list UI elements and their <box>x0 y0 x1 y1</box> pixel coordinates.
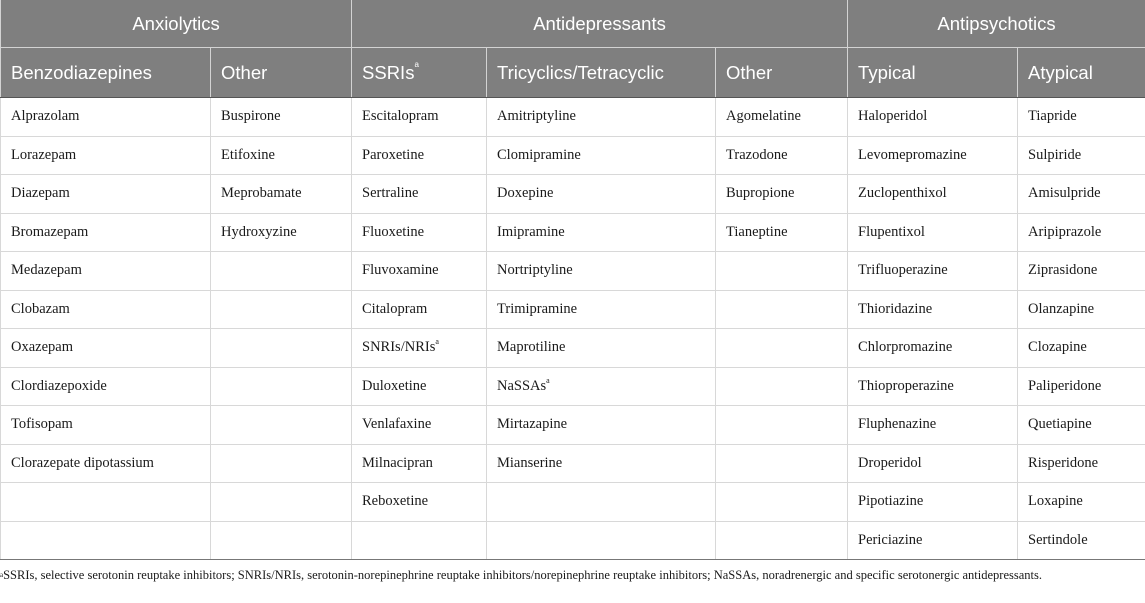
table-row <box>1 329 1145 368</box>
cell-text: Escitalopram <box>362 108 439 125</box>
subheader-cell <box>848 48 1018 98</box>
table-cell <box>716 367 848 406</box>
cell-footnote-marker: a <box>435 337 439 347</box>
table-cell <box>487 521 716 560</box>
cell-text: Sertraline <box>362 185 419 202</box>
cell-text: Quetiapine <box>1028 416 1092 433</box>
table-cell <box>487 367 716 406</box>
cell-text: Periciazine <box>858 531 923 548</box>
cell-text: Mianserine <box>497 454 563 471</box>
cell-text: Bupropione <box>726 185 795 202</box>
table-cell <box>1 367 211 406</box>
table-cell <box>716 406 848 445</box>
cell-text: Mirtazapine <box>497 416 568 433</box>
cell-text: Levomepromazine <box>858 146 967 163</box>
cell-text: Duloxetine <box>362 377 427 394</box>
cell-text: Doxepine <box>497 185 554 202</box>
table-cell <box>352 483 487 522</box>
table-cell <box>1 483 211 522</box>
cell-text: Thioridazine <box>858 300 933 317</box>
cell-text: Ziprasidone <box>1028 262 1098 279</box>
cell-text: Trazodone <box>726 146 788 163</box>
cell-text: Amisulpride <box>1028 185 1101 202</box>
table-cell <box>716 175 848 214</box>
table-cell <box>848 175 1018 214</box>
cell-text: Sertindole <box>1028 531 1088 548</box>
table-row <box>1 521 1145 560</box>
table-cell <box>211 290 352 329</box>
cell-text: Venlafaxine <box>362 416 432 433</box>
table-cell <box>211 521 352 560</box>
table-row <box>1 136 1145 175</box>
table-cell <box>716 98 848 137</box>
table-cell <box>352 213 487 252</box>
table-cell <box>716 136 848 175</box>
cell-text: Fluoxetine <box>362 223 425 240</box>
table-cell <box>716 483 848 522</box>
table-cell <box>487 98 716 137</box>
cell-text: Tianeptine <box>726 223 788 240</box>
cell-text: Haloperidol <box>858 108 928 125</box>
subheader-label: Other <box>726 61 773 83</box>
table-cell <box>211 98 352 137</box>
table-cell <box>848 136 1018 175</box>
subheader-cell <box>1018 48 1145 98</box>
table-cell <box>352 252 487 291</box>
table-cell <box>1 329 211 368</box>
table-cell <box>716 213 848 252</box>
table-cell <box>1018 483 1145 522</box>
table-row <box>1 367 1145 406</box>
table-cell <box>352 290 487 329</box>
table-cell <box>352 329 487 368</box>
cell-text: Fluvoxamine <box>362 262 439 279</box>
subheader-label: Typical <box>858 61 916 83</box>
cell-text: Zuclopenthixol <box>858 185 947 202</box>
cell-text: Alprazolam <box>11 108 80 125</box>
cell-text: SNRIs/NRIs <box>362 339 436 356</box>
table-cell <box>1018 175 1145 214</box>
table-cell <box>487 444 716 483</box>
table-cell <box>1018 329 1145 368</box>
table-cell <box>211 329 352 368</box>
table-cell <box>848 483 1018 522</box>
table-cell <box>487 483 716 522</box>
cell-footnote-marker: a <box>546 375 550 385</box>
table-cell <box>1018 444 1145 483</box>
table-cell <box>211 444 352 483</box>
cell-text: NaSSAs <box>497 377 547 394</box>
table-cell <box>716 290 848 329</box>
cell-text: Droperidol <box>858 454 922 471</box>
table-cell <box>848 329 1018 368</box>
table-cell <box>211 213 352 252</box>
table-cell <box>1 444 211 483</box>
table-cell <box>1018 98 1145 137</box>
table-cell <box>352 367 487 406</box>
table-row <box>1 406 1145 445</box>
table-cell <box>1 406 211 445</box>
table-cell <box>352 444 487 483</box>
cell-text: Clorazepate dipotassium <box>11 454 154 471</box>
subheader-label: Tricyclics/Tetracyclic <box>497 61 664 83</box>
table-row <box>1 290 1145 329</box>
cell-text: Aripiprazole <box>1028 223 1102 240</box>
table-cell <box>1018 252 1145 291</box>
table-cell <box>848 367 1018 406</box>
cell-text: Nortriptyline <box>497 262 573 279</box>
subheader-cell <box>487 48 716 98</box>
table-cell <box>848 521 1018 560</box>
table-cell <box>487 406 716 445</box>
cell-text: Trifluoperazine <box>858 262 948 279</box>
table-cell <box>352 175 487 214</box>
cell-text: Lorazepam <box>11 146 77 163</box>
table-row <box>1 252 1145 291</box>
subheader-label: Benzodiazepines <box>11 61 152 83</box>
table-cell <box>1018 213 1145 252</box>
subheader-label: Atypical <box>1028 61 1093 83</box>
cell-text: Meprobamate <box>221 185 302 202</box>
cell-text: Tiapride <box>1028 108 1077 125</box>
table-cell <box>352 521 487 560</box>
cell-text: Paroxetine <box>362 146 425 163</box>
table-cell <box>1 521 211 560</box>
table-cell <box>487 329 716 368</box>
footnote-text: SSRIs, selective serotonin reuptake inhibitors; SNRIs/NRIs, serotonin-norepinephrine reuptake inhibitors/norepinephrine reuptake inhibitors; NaSSAs, noradrenergic and specific serotonergic antidepressants. <box>3 568 1042 582</box>
subheader-cell <box>352 48 487 98</box>
table-cell <box>716 329 848 368</box>
table-cell <box>1 98 211 137</box>
cell-text: Thioproperazine <box>858 377 954 394</box>
cell-text: Tofisopam <box>11 416 73 433</box>
cell-text: Trimipramine <box>497 300 578 317</box>
table-cell <box>487 136 716 175</box>
table-cell <box>848 252 1018 291</box>
cell-text: Paliperidone <box>1028 377 1102 394</box>
table-cell <box>1 252 211 291</box>
table-cell <box>211 136 352 175</box>
cell-text: Reboxetine <box>362 493 429 510</box>
cell-text: Clordiazepoxide <box>11 377 107 394</box>
cell-text: Milnacipran <box>362 454 433 471</box>
cell-text: Sulpiride <box>1028 146 1082 163</box>
table-cell <box>211 252 352 291</box>
cell-text: Diazepam <box>11 185 70 202</box>
cell-text: Bromazepam <box>11 223 89 240</box>
cell-text: Clozapine <box>1028 339 1087 356</box>
table-cell <box>848 444 1018 483</box>
table-cell <box>716 521 848 560</box>
cell-text: Hydroxyzine <box>221 223 297 240</box>
table-cell <box>848 406 1018 445</box>
table-row <box>1 213 1145 252</box>
table-cell <box>211 175 352 214</box>
table-body <box>1 98 1145 560</box>
subheader-label: Other <box>221 61 268 83</box>
table-cell <box>1018 521 1145 560</box>
table-cell <box>1 213 211 252</box>
group-header-anxiolytics: Anxiolytics <box>1 0 352 48</box>
cell-text: Pipotiazine <box>858 493 924 510</box>
table-cell <box>1018 367 1145 406</box>
cell-text: Loxapine <box>1028 493 1083 510</box>
table-row <box>1 444 1145 483</box>
table-cell <box>848 98 1018 137</box>
table-cell <box>1 290 211 329</box>
table-cell <box>716 252 848 291</box>
cell-text: Amitriptyline <box>497 108 576 125</box>
cell-text: Imipramine <box>497 223 565 240</box>
cell-text: Clomipramine <box>497 146 581 163</box>
cell-text: Olanzapine <box>1028 300 1095 317</box>
subheader-cell <box>211 48 352 98</box>
table-cell <box>352 136 487 175</box>
footnote-marker: a <box>0 571 4 579</box>
cell-text: Agomelatine <box>726 108 801 125</box>
table-row <box>1 175 1145 214</box>
table-cell <box>211 367 352 406</box>
group-header-row <box>1 0 1145 48</box>
table-cell <box>352 406 487 445</box>
cell-text: Flupentixol <box>858 223 925 240</box>
table-cell <box>1 136 211 175</box>
table-cell <box>211 406 352 445</box>
table-cell <box>1018 136 1145 175</box>
cell-text: Maprotiline <box>497 339 566 356</box>
table-row <box>1 98 1145 137</box>
table-cell <box>487 213 716 252</box>
cell-text: Etifoxine <box>221 146 275 163</box>
table-cell <box>211 483 352 522</box>
cell-text: Citalopram <box>362 300 428 317</box>
table-footnote <box>0 566 1140 584</box>
subheader-cell <box>716 48 848 98</box>
subheader-cell <box>1 48 211 98</box>
table-cell <box>1 175 211 214</box>
table-cell <box>848 290 1018 329</box>
cell-text: Chlorpromazine <box>858 339 953 356</box>
cell-text: Oxazepam <box>11 339 73 356</box>
group-header-antidepressants: Antidepressants <box>352 0 848 48</box>
table-cell <box>487 252 716 291</box>
cell-text: Risperidone <box>1028 454 1099 471</box>
subheader-row <box>1 48 1145 98</box>
cell-text: Medazepam <box>11 262 82 279</box>
table-header <box>1 0 1145 98</box>
cell-text: Buspirone <box>221 108 281 125</box>
table-cell <box>487 175 716 214</box>
table-cell <box>848 213 1018 252</box>
subheader-footnote-marker: a <box>414 59 419 69</box>
table-cell <box>1018 406 1145 445</box>
group-header-antipsychotics: Antipsychotics <box>848 0 1145 48</box>
table-cell <box>487 290 716 329</box>
table-cell <box>352 98 487 137</box>
table-row <box>1 483 1145 522</box>
subheader-label: SSRIs <box>362 61 415 83</box>
cell-text: Fluphenazine <box>858 416 937 433</box>
table-cell <box>716 444 848 483</box>
table-cell <box>1018 290 1145 329</box>
cell-text: Clobazam <box>11 300 70 317</box>
